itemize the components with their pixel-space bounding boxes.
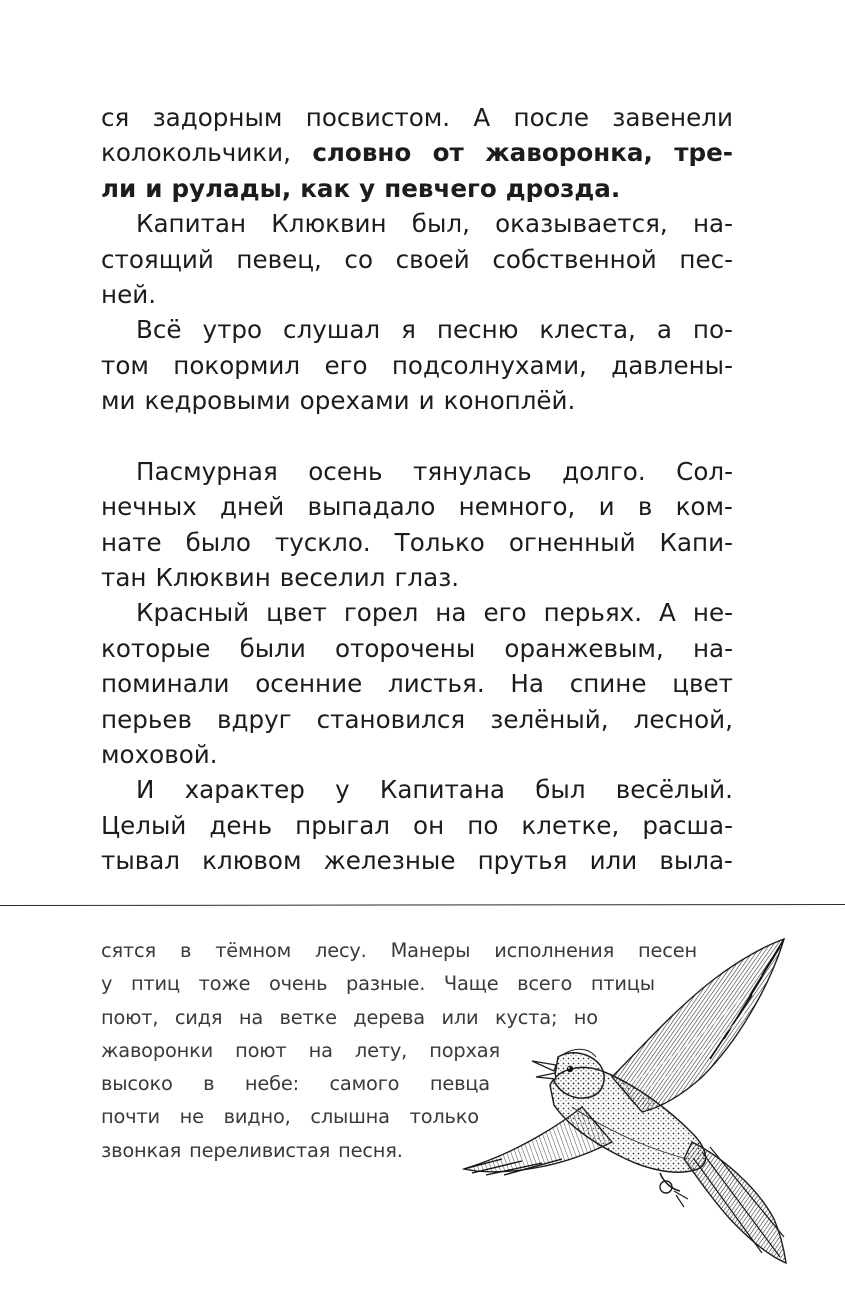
word: зелёный, [490,704,609,734]
word: вдруг [217,704,292,734]
word: на [308,1038,333,1062]
word: цвет [266,598,327,628]
word: Всё [136,315,182,345]
word: осень [308,456,383,486]
word: не [179,1105,204,1129]
word: лесу. [315,939,367,962]
word: в [203,1072,215,1096]
text-line [101,843,733,878]
word: оторочены [335,633,476,663]
text-line [101,595,733,630]
word: самого [329,1072,400,1096]
word: были [239,633,306,663]
word: Только [394,527,485,557]
word: его [324,350,368,380]
word: своей [395,244,470,274]
word: Манеры [390,939,471,962]
text-line [101,383,733,418]
word: рулады, [171,173,292,203]
text-line [101,737,733,772]
word: тускло. [274,527,371,557]
word: птицы [590,972,655,996]
word: было [185,527,251,557]
word: но [573,1005,598,1029]
word: в [179,939,192,962]
word: перьях. [543,598,643,628]
word: и [418,386,435,416]
text-line [101,206,733,241]
word: задорным [152,103,283,132]
word: долго. [562,456,646,486]
word: сидя [174,1005,223,1029]
word: нате [101,527,162,557]
word: И [136,775,155,805]
section-divider [0,904,845,906]
word: очень [269,972,328,996]
word: тёмном [215,939,292,962]
word: ней. [101,279,157,309]
word: Капи- [659,527,733,557]
word: он [413,810,445,840]
word: песен [638,939,697,962]
word: прутья [477,846,568,876]
word: орехами [299,386,410,416]
word: ли [101,173,137,203]
word: у [359,173,376,203]
word: Клюквин [271,209,387,239]
word: выла- [659,846,733,876]
word: тоже [198,972,251,996]
word: разные. [346,972,426,996]
word: весёлый. [615,775,733,805]
bird-feet [660,1173,688,1207]
word: тывал [101,846,181,876]
paragraph-gap [101,419,733,454]
word: посвистом. [305,103,451,132]
word: почти [101,1105,160,1129]
word: исполнения [494,939,615,962]
skylark-bird-icon [462,937,802,1267]
word: на- [692,209,733,239]
word: расша- [642,810,733,840]
word: горел [343,598,419,628]
word: песня. [338,1138,403,1162]
word: веселил [279,563,386,593]
word: ми [101,386,136,416]
side-note-line [101,1100,479,1133]
word: его [483,598,527,628]
word: немного, [458,492,576,522]
word: огненный [508,527,636,557]
word: спине [569,669,647,699]
word: нечных [101,492,197,522]
word: поют [235,1038,287,1062]
word: листья. [387,669,485,699]
text-line [101,631,733,666]
word: или [441,1005,479,1029]
word: жаворонка, [485,138,653,168]
word: только [409,1105,479,1129]
upper-wing [612,939,784,1112]
word: осенние [255,669,363,699]
word: певчего [384,173,497,203]
word: не- [692,598,733,628]
word: Клюквин [155,563,271,593]
text-line [101,525,733,560]
text-line [101,348,733,383]
text-line [101,489,733,524]
word: клеста, [539,315,636,345]
word: ветке [279,1005,337,1029]
word: том [101,350,149,380]
word: Чаще [443,972,499,996]
word: стоящий [101,244,214,274]
word: собственной [492,244,657,274]
word: я [401,315,416,345]
word: и [598,492,615,522]
word: Целый [101,810,187,840]
text-line [101,100,733,135]
word: железные [323,846,456,876]
word: слушал [283,315,381,345]
word: подсолнухами, [391,350,587,380]
word: дерева [353,1005,425,1029]
word: порхая [429,1038,500,1062]
word: всего [517,972,573,996]
word: по [467,810,499,840]
word: у [101,972,113,996]
word: лету, [354,1038,408,1062]
text-line [101,454,733,489]
word: пес- [679,244,733,274]
word: Капитана [379,775,506,805]
word: завенели [612,103,733,132]
word: А [659,598,676,628]
word: тянулась [413,456,532,486]
word: звонкая [101,1138,182,1162]
word: давлены- [611,350,733,380]
word: небе: [244,1072,299,1096]
word: на [238,1005,264,1029]
word: на- [692,633,733,663]
word: жаворонки [101,1038,214,1062]
word: оранжевым, [504,633,664,663]
side-note-line [101,1034,500,1067]
word: поют, [101,1005,159,1029]
word: по- [692,315,733,345]
word: слышна [310,1105,390,1129]
word: тан [101,563,147,593]
text-line [101,808,733,843]
word: со [344,244,373,274]
word: переливистая [189,1138,331,1162]
word: тре- [674,138,733,168]
word: Капитан [136,209,247,239]
word: ком- [675,492,733,522]
text-line [101,772,733,807]
text-line [101,312,733,347]
word: поминали [101,669,230,699]
text-line [101,242,733,277]
word: перьев [101,704,192,734]
word: певца [429,1072,490,1096]
word: моховой. [101,740,218,770]
text-line [101,277,733,312]
word: песню [436,315,519,345]
word: прыгал [295,810,390,840]
word: в [637,492,653,522]
word: покормил [173,350,301,380]
word: оказывается, [495,209,668,239]
word: и [145,173,163,203]
word: А [473,103,491,132]
word: а [656,315,672,345]
word: или [589,846,638,876]
word: словно [312,138,412,168]
word: которые [101,633,211,663]
word: клювом [202,846,302,876]
main-story-text [101,100,733,879]
word: На [510,669,544,699]
word: видно, [223,1105,291,1129]
word: у [335,775,350,805]
word: цвет [672,669,733,699]
word: дрозда. [505,173,621,203]
word: сятся [101,939,156,962]
word: Красный [136,598,250,628]
word: дней [220,492,285,522]
word: колокольчики, [101,138,291,168]
word: характер [184,775,305,805]
word: высоко [101,1072,173,1096]
word: был [535,775,586,805]
word: от [432,138,464,168]
word: коноплёй. [443,386,576,416]
word: становился [316,704,466,734]
word: после [513,103,589,132]
word: лесной, [633,704,733,734]
bird-head [532,1049,604,1098]
word: клетке, [521,810,620,840]
text-line [101,135,733,170]
text-line [101,171,733,206]
word: куста; [494,1005,558,1029]
word: на [435,598,467,628]
word: Сол- [676,456,733,486]
word: глаз. [394,563,460,593]
word: был, [411,209,470,239]
word: кедровыми [144,386,291,416]
word: утро [202,315,263,345]
word: как [300,173,351,203]
word: певец, [236,244,322,274]
word: птиц [130,972,180,996]
text-line [101,560,733,595]
side-note-line [101,1067,490,1100]
text-line [101,666,733,701]
word: Пасмурная [136,456,278,486]
word: выпадало [307,492,436,522]
word: день [209,810,273,840]
side-note-line [101,1134,431,1167]
word: ся [101,103,130,132]
text-line [101,702,733,737]
